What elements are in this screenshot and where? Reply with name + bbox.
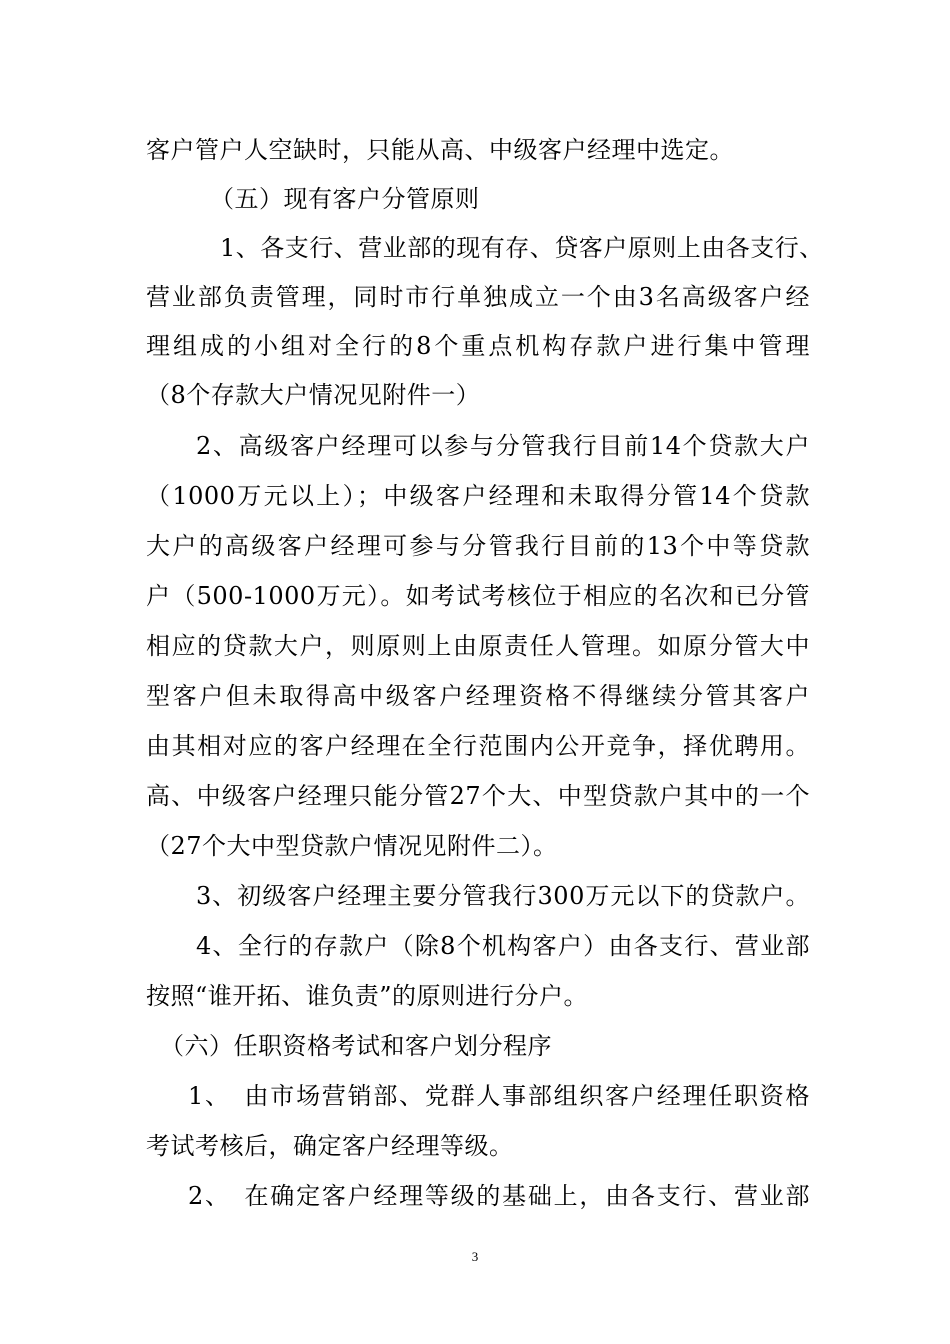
text-line-18: 按照“谁开拓、谁负责”的原则进行分户。 — [146, 982, 589, 1010]
text-line-4: 营业部负责管理，同时市行单独成立一个由3名高级客户经 — [146, 283, 810, 311]
section-heading-6: （六）任职资格考试和客户划分程序 — [160, 1032, 552, 1060]
text-line-10: 户（500-1000万元）。如考试考核位于相应的名次和已分管 — [146, 582, 810, 610]
text-line-17: 4、全行的存款户（除8个机构客户）由各支行、营业部 — [196, 932, 810, 960]
text-line-7: 2、高级客户经理可以参与分管我行目前14个贷款大户 — [196, 432, 810, 460]
text-line-8: （1000万元以上）；中级客户经理和未取得分管14个贷款 — [146, 482, 810, 510]
text-line-1: 客户管户人空缺时，只能从高、中级客户经理中选定。 — [146, 136, 734, 164]
text-line-13: 由其相对应的客户经理在全行范围内公开竞争，择优聘用。 — [146, 732, 810, 760]
text-line-12: 型客户但未取得高中级客户经理资格不得继续分管其客户 — [146, 682, 810, 710]
section-heading-5: （五）现有客户分管原则 — [210, 185, 480, 213]
page-number: 3 — [471, 1249, 479, 1264]
text-line-14: 高、中级客户经理只能分管27个大、中型贷款户其中的一个 — [146, 782, 810, 810]
text-line-15: （27个大中型贷款户情况见附件二）。 — [146, 832, 558, 860]
text-line-6: （8个存款大户情况见附件一） — [146, 381, 481, 409]
text-line-20: 1、 由市场营销部、党群人事部组织客户经理任职资格 — [188, 1082, 810, 1110]
text-line-21: 考试考核后，确定客户经理等级。 — [146, 1132, 514, 1160]
text-line-16: 3、初级客户经理主要分管我行300万元以下的贷款户。 — [196, 882, 810, 910]
text-line-3: 1、各支行、营业部的现有存、贷客户原则上由各支行、 — [220, 234, 824, 262]
text-line-22: 2、 在确定客户经理等级的基础上，由各支行、营业部 — [188, 1182, 810, 1210]
text-line-11: 相应的贷款大户，则原则上由原责任人管理。如原分管大中 — [146, 632, 810, 660]
text-line-9: 大户的高级客户经理可参与分管我行目前的13个中等贷款 — [146, 532, 810, 560]
text-line-5: 理组成的小组对全行的8个重点机构存款户进行集中管理 — [146, 332, 810, 360]
